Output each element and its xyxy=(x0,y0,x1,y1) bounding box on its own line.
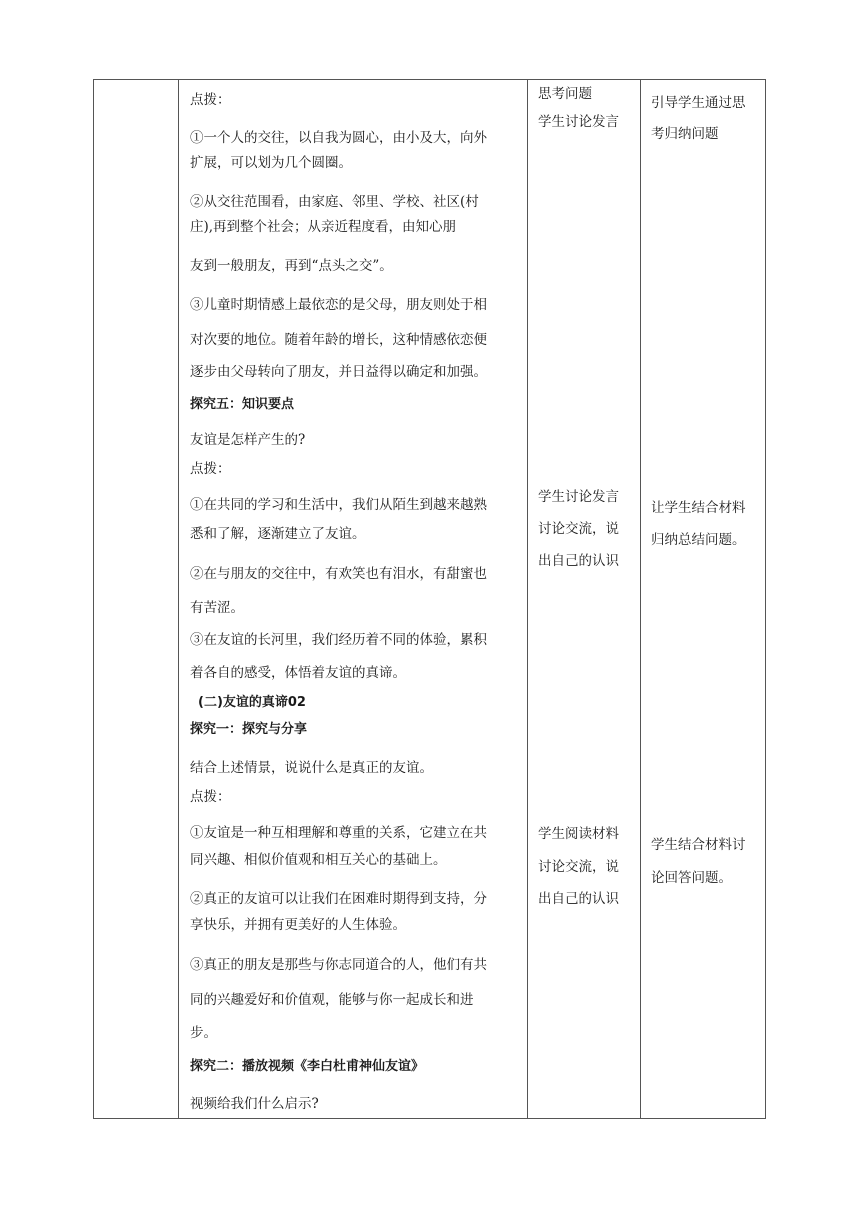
purpose-line: 考归纳问题 xyxy=(651,126,719,142)
column-divider-1 xyxy=(178,79,179,1119)
content-line: 点拨： xyxy=(190,461,231,477)
purpose-line: 引导学生通过思 xyxy=(651,95,746,111)
student-line: 学生讨论发言 xyxy=(538,114,619,130)
content-line: 结合上述情景，说说什么是真正的友谊。 xyxy=(190,760,433,776)
student-line: 出自己的认识 xyxy=(538,553,619,569)
column-divider-2 xyxy=(527,79,528,1119)
section-heading: 探究二：播放视频《李白杜甫神仙友谊》 xyxy=(190,1059,425,1074)
content-line: 悉和了解，逐渐建立了友谊。 xyxy=(190,526,366,542)
content-line: ②在与朋友的交往中，有欢笑也有泪水，有甜蜜也 xyxy=(190,566,487,582)
content-line: ①在共同的学习和生活中，我们从陌生到越来越熟 xyxy=(190,497,487,513)
section-heading: 探究五：知识要点 xyxy=(190,397,295,412)
content-line: 友到一般朋友，再到“点头之交”。 xyxy=(190,258,393,274)
student-line: 出自己的认识 xyxy=(538,891,619,907)
content-line: ②从交往范围看，由家庭、邻里、学校、社区(村 xyxy=(190,194,479,210)
content-line: 逐步由父母转向了朋友，并日益得以确定和加强。 xyxy=(190,364,487,380)
content-line: 着各自的感受，体悟着友谊的真谛。 xyxy=(190,665,406,681)
content-line: ③儿童时期情感上最依恋的是父母，朋友则处于相 xyxy=(190,297,487,313)
content-line: 友谊是怎样产生的? xyxy=(190,432,306,448)
content-line: 庄),再到整个社会；从亲近程度看，由知心朋 xyxy=(190,219,457,235)
section-heading: (二)友谊的真谛02 xyxy=(198,695,306,710)
content-line: ①一个人的交往，以自我为圆心，由小及大，向外 xyxy=(190,130,487,146)
content-line: 扩展，可以划为几个圆圈。 xyxy=(190,155,352,171)
content-line: ①友谊是一种互相理解和尊重的关系，它建立在共 xyxy=(190,825,487,841)
content-line: ②真正的友谊可以让我们在困难时期得到支持，分 xyxy=(190,891,487,907)
section-heading: 探究一：探究与分享 xyxy=(190,722,308,737)
content-line: 享快乐，并拥有更美好的人生体验。 xyxy=(190,917,406,933)
purpose-line: 让学生结合材料 xyxy=(651,500,746,516)
content-line: 点拨： xyxy=(190,92,231,108)
content-line: ③真正的朋友是那些与你志同道合的人，他们有共 xyxy=(190,957,487,973)
content-line: ③在友谊的长河里，我们经历着不同的体验，累积 xyxy=(190,632,487,648)
purpose-line: 归纳总结问题。 xyxy=(651,532,746,548)
student-line: 讨论交流，说 xyxy=(538,859,619,875)
content-line: 有苦涩。 xyxy=(190,600,244,616)
purpose-line: 学生结合材料讨 xyxy=(651,837,746,853)
content-line: 步。 xyxy=(190,1025,217,1041)
student-line: 学生讨论发言 xyxy=(538,489,619,505)
student-line: 讨论交流，说 xyxy=(538,521,619,537)
purpose-line: 论回答问题。 xyxy=(651,870,732,886)
content-line: 对次要的地位。随着年龄的增长，这种情感依恋便 xyxy=(190,332,487,348)
student-line: 学生阅读材料 xyxy=(538,826,619,842)
content-line: 同兴趣、相似价值观和相互关心的基础上。 xyxy=(190,852,447,868)
content-line: 视频给我们什么启示? xyxy=(190,1096,319,1112)
column-divider-3 xyxy=(640,79,641,1119)
content-line: 点拨： xyxy=(190,789,231,805)
student-line: 思考问题 xyxy=(538,86,592,102)
content-line: 同的兴趣爱好和价值观，能够与你一起成长和进 xyxy=(190,992,474,1008)
